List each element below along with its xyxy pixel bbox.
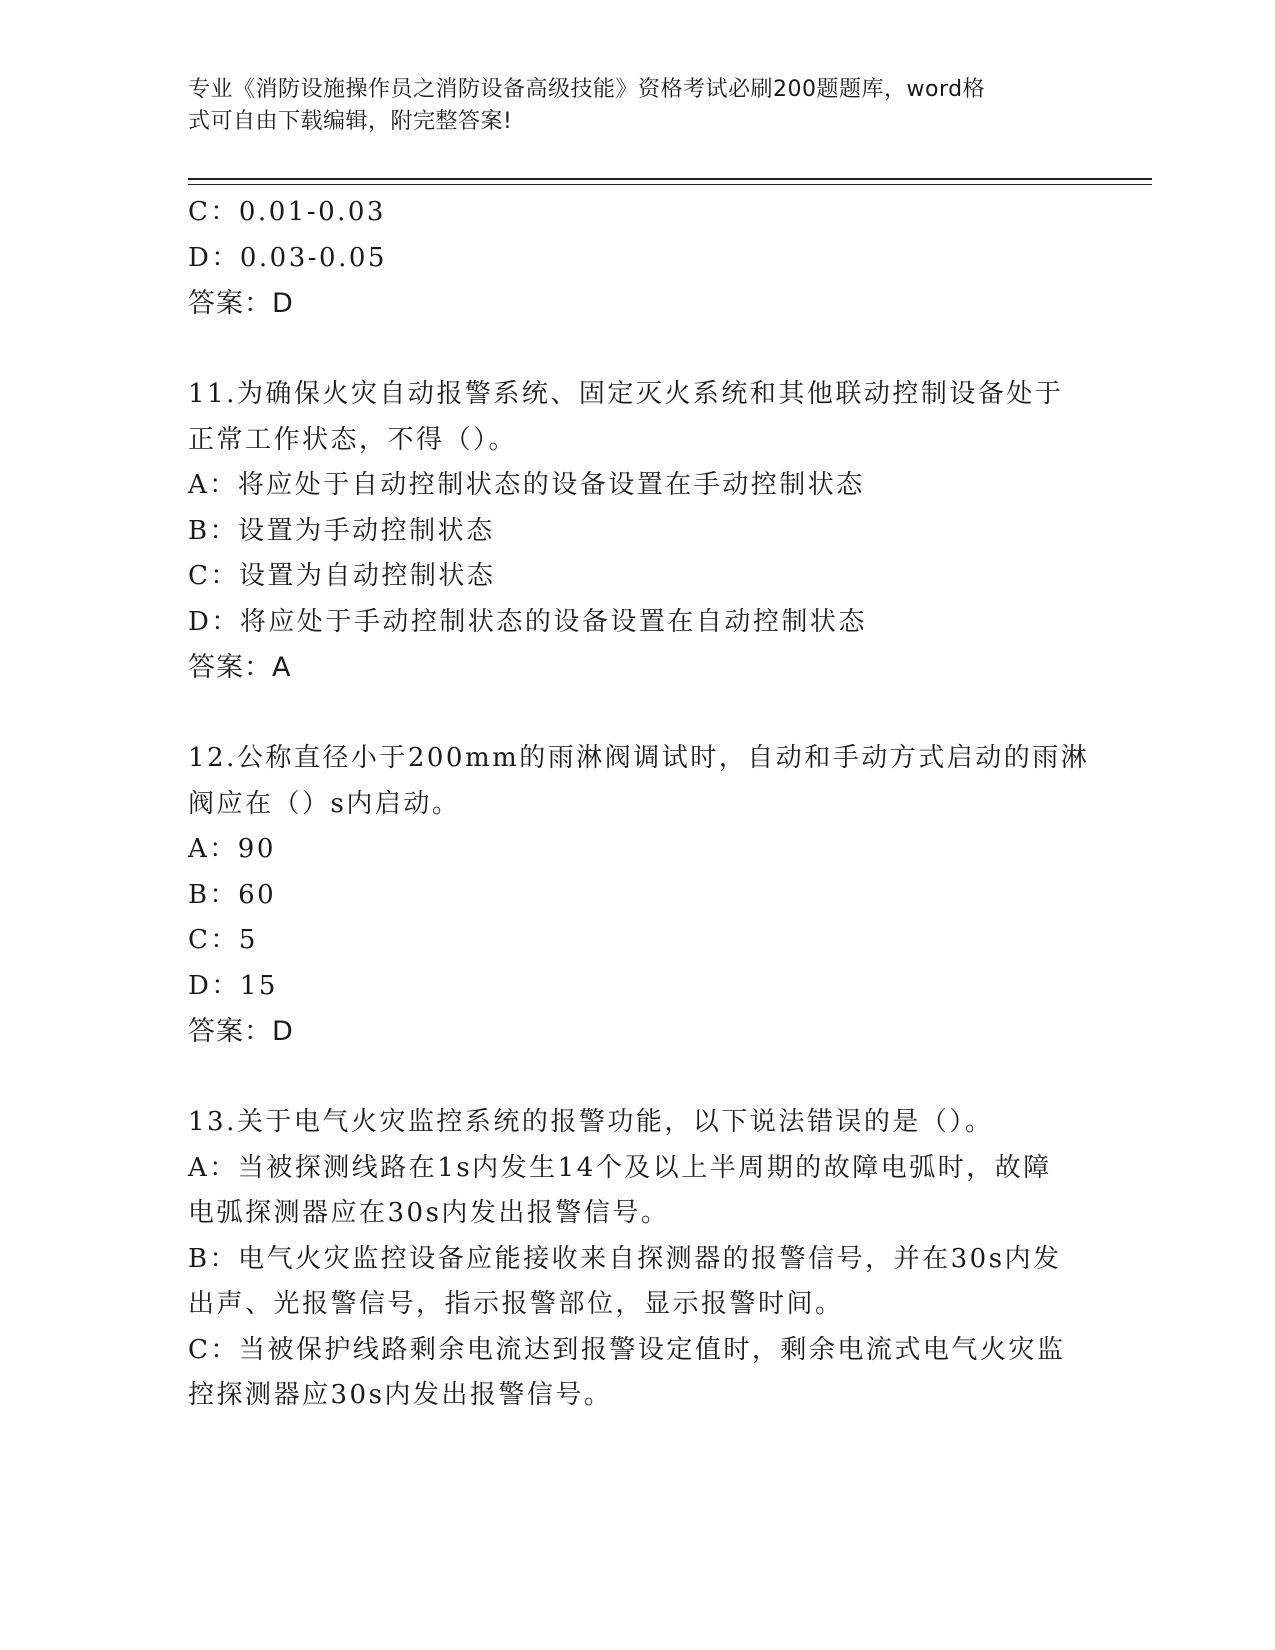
spacer <box>188 691 1088 737</box>
question-text: 正常工作状态，不得（）。 <box>188 424 518 455</box>
option-b: B：60 <box>188 879 277 910</box>
question-text: 阀应在（）s内启动。 <box>188 788 461 819</box>
option-c-continued: 控探测器应30s内发出报警信号。 <box>188 1380 613 1410</box>
option-a: A：当被探测线路在1s内发生14个及以上半周期的故障电弧时，故障 <box>188 1152 1052 1183</box>
question-text: 13.关于电气火灾监控系统的报警功能，以下说法错误的是（）。 <box>188 1107 994 1137</box>
option-d: D：将应处于手动控制状态的设备设置在自动控制状态 <box>188 606 867 637</box>
option-c: C：当被保护线路剩余电流达到报警设定值时，剩余电流式电气火灾监 <box>188 1334 1066 1365</box>
option-b: B：设置为手动控制状态 <box>188 515 495 546</box>
answer: 答案：A <box>188 652 292 683</box>
option-c: C：0.01-0.03 <box>188 197 386 227</box>
document-header <box>188 74 1068 138</box>
spacer <box>188 1055 1088 1101</box>
header-divider-thin <box>188 184 1152 185</box>
question-content <box>188 190 1088 1419</box>
header-line-2: 式可自由下载编辑，附完整答案! <box>188 109 513 134</box>
option-c: C：设置为自动控制状态 <box>188 561 496 591</box>
option-a: A：将应处于自动控制状态的设备设置在手动控制状态 <box>188 470 865 500</box>
option-b-continued: 出声、光报警信号，指示报警部位，显示报警时间。 <box>188 1289 844 1319</box>
question-text: 11.为确保火灾自动报警系统、固定灭火系统和其他联动控制设备处于 <box>188 379 1064 409</box>
header-line-1: 专业《消防设施操作员之消防设备高级技能》资格考试必刷200题题库，word格 <box>188 77 986 102</box>
question-text: 12.公称直径小于200mm的雨淋阀调试时，自动和手动方式启动的雨淋 <box>188 743 1090 773</box>
option-c: C：5 <box>188 925 258 955</box>
question-10-tail <box>188 190 1088 327</box>
option-d: D：0.03-0.05 <box>188 242 387 273</box>
option-a: A：90 <box>188 834 276 864</box>
header-divider <box>188 178 1152 180</box>
answer: 答案：D <box>188 1016 294 1047</box>
option-a-continued: 电弧探测器应在30s内发出报警信号。 <box>188 1198 670 1228</box>
question-11 <box>188 372 1088 691</box>
option-b: B：电气火灾监控设备应能接收来自探测器的报警信号，并在30s内发 <box>188 1243 1062 1274</box>
option-d: D：15 <box>188 970 278 1001</box>
spacer <box>188 327 1088 373</box>
answer: 答案：D <box>188 288 294 319</box>
question-13 <box>188 1100 1088 1419</box>
question-12 <box>188 736 1088 1055</box>
